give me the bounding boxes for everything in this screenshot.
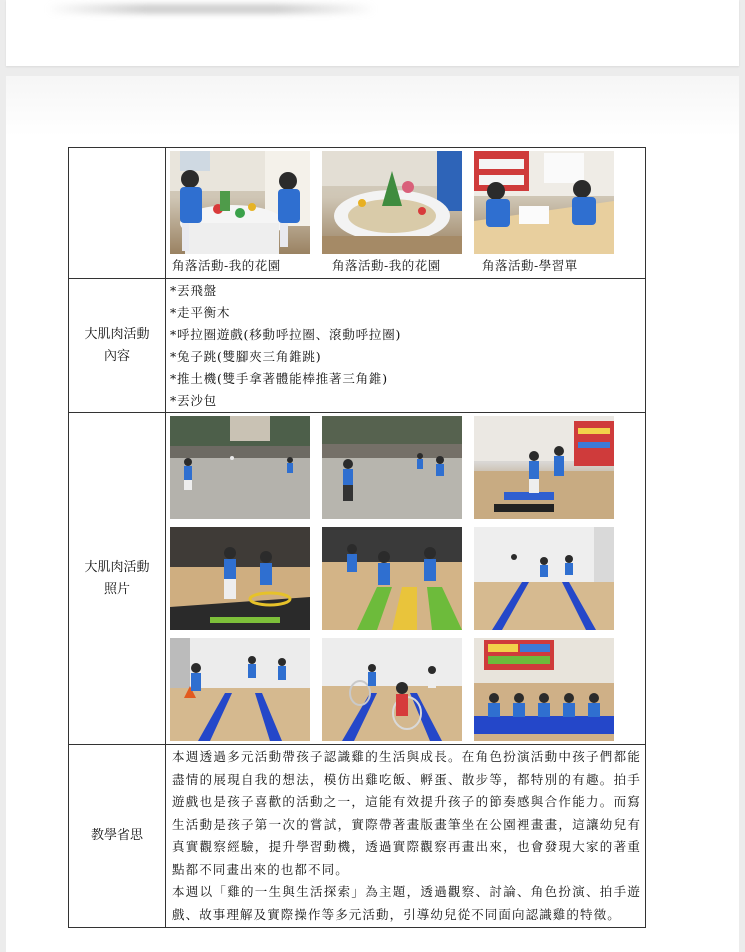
list-item: *走平衡木	[170, 305, 231, 320]
photo-corner-garden-1	[170, 151, 310, 254]
list-item: *丟沙包	[170, 393, 217, 408]
blurred-header-text	[46, 4, 376, 14]
caption-corner-garden-2: 角落活動-我的花園	[332, 258, 441, 273]
lesson-plan-table	[68, 147, 646, 928]
corner-photo-grid	[166, 148, 645, 254]
corner-captions	[166, 254, 645, 278]
photo-balance-beam	[474, 416, 614, 519]
table-row-reflection	[69, 745, 646, 928]
label-line: 大肌肉活動	[84, 326, 150, 342]
row-label-gross-motor-photos	[69, 413, 166, 745]
photo-sandbag-toss	[474, 638, 614, 741]
row-label-gross-motor-content	[69, 279, 166, 413]
previous-card	[6, 0, 739, 66]
label-line: 照片	[103, 581, 130, 597]
photo-corner-garden-2	[322, 151, 462, 254]
photo-bunny-hop	[474, 527, 614, 630]
gross-motor-photos-cell	[166, 413, 646, 745]
reflection-cell	[166, 745, 646, 928]
list-item: *呼拉圈遊戲(移動呼拉圈、滾動呼拉圈)	[170, 327, 402, 342]
list-item: *丟飛盤	[170, 283, 217, 298]
photo-corner-worksheet	[474, 151, 614, 254]
reflection-paragraph: 本週透過多元活動帶孩子認識雞的生活與成長。在角色扮演活動中孩子們都能盡情的展現自我的想法，模仿出雞吃飯、孵蛋、散步等，都特別的有趣。拍手遊戲也是孩子喜歡的活動之一，這能有效提升孩子的節奏感與合作能力。而寫生活動是孩子第一次的嘗試，實際帶著畫版畫筆坐在公園裡畫畫，這讓幼兒有真實觀察經驗，提升學習動機，透過實際觀察再畫出來，也會發現大家的著重點都不同畫出來的也都不同。	[172, 749, 641, 877]
table-row-corner-activity	[69, 148, 646, 279]
caption-corner-worksheet: 角落活動-學習單	[482, 258, 578, 273]
list-item: *兔子跳(雙腳夾三角錐跳)	[170, 349, 322, 364]
row-label-reflection	[69, 745, 166, 928]
reflection-paragraph: 本週以「雞的一生與生活探索」為主題，透過觀察、討論、角色扮演、拍手遊戲、故事理解及實際操作等多元活動，引導幼兒從不同面向認識雞的特徵。	[172, 884, 641, 922]
list-item: *推土機(雙手拿著體能棒推著三角錐)	[170, 371, 388, 386]
gross-motor-photo-grid	[166, 413, 645, 744]
table-row-gross-motor-photos	[69, 413, 646, 745]
reflection-text	[166, 745, 645, 927]
table-row-gross-motor-content	[69, 279, 646, 413]
photo-frisbee-2	[322, 416, 462, 519]
label-line: 教學省思	[90, 828, 143, 843]
photo-hoop-game-1	[170, 527, 310, 630]
card-top-haze	[6, 76, 739, 136]
caption-corner-garden-1: 角落活動-我的花園	[172, 258, 281, 273]
row-label-empty	[69, 148, 166, 279]
label-line: 內容	[103, 348, 130, 364]
photo-hoop-game-2	[322, 527, 462, 630]
gross-motor-content-cell	[166, 279, 646, 413]
label-line: 大肌肉活動	[84, 559, 150, 575]
document-card	[6, 76, 739, 952]
photo-rolling-hoop	[322, 638, 462, 741]
corner-photos-cell	[166, 148, 646, 279]
photo-bulldozer-1	[170, 638, 310, 741]
activity-list	[166, 279, 645, 412]
photo-frisbee-1	[170, 416, 310, 519]
